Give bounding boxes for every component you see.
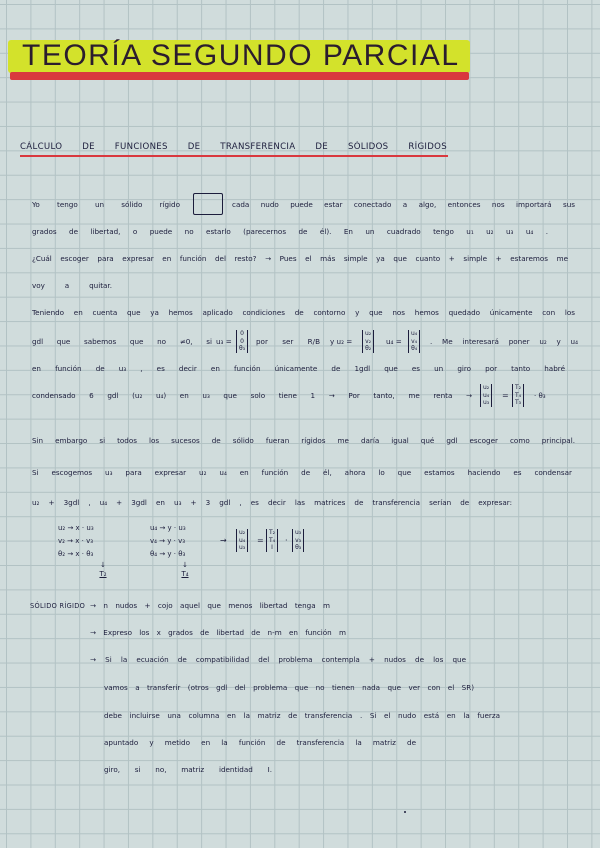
equation-theta4: θ₄ → y · θ₃ — [150, 550, 186, 558]
text-line: voy a quitar. — [32, 281, 112, 290]
section-heading: CÁLCULO DE FUNCIONES DE TRANSFERENCIA DE SÓLIDOS RÍGIDOS — [20, 142, 447, 152]
text-line: Yo tengo un sólido rígido — [32, 200, 180, 209]
equals-sign: = — [502, 391, 509, 400]
matrix-nodes: u₂ u₄ u₃ — [236, 529, 248, 552]
equation-v2: v₂ → x · v₃ — [58, 537, 94, 545]
ink-dot — [404, 811, 406, 813]
text-line: Si escogemos u₃ para expresar u₂ u₄ en función de él, ahora lo que estamos haciendo es condensar — [32, 468, 572, 477]
dot-operator: · — [285, 536, 288, 545]
text-line: u₄ = — [386, 337, 402, 346]
matrix-u3-dof: u₃ v₃ θ₃ — [292, 529, 304, 552]
text-line: gdl que sabemos que no ≠0, si — [32, 337, 212, 346]
text-line: cada nudo puede estar conectado a algo, entonces nos importará sus — [232, 200, 575, 209]
matrix-u4: u₄ v₄ θ₄ — [408, 330, 420, 353]
list-item: → n nudos + cojo aquel que menos libertad tenga m — [90, 601, 330, 610]
t2-label — [96, 561, 110, 579]
matrix-displacements: u₂ u₄ u₃ — [480, 384, 492, 407]
text-line: Sin embargo si todos los sucesos de sólido fueran rígidos me daría igual qué gdl escoger como principal. — [32, 436, 575, 445]
matrix-transfer: T₂ T₄ T₃ — [512, 384, 524, 407]
arrow-icon: → — [220, 536, 227, 545]
text-line: . Me interesará poner u₂ y u₄ — [430, 337, 578, 346]
list-item: → Expreso los x grados de libertad de n-m en función m — [90, 628, 346, 637]
text-line: u₂ + 3gdl , u₄ + 3gdl en u₃ + 3 gdl , es decir las matrices de transferencia serían de expresar: — [32, 498, 512, 507]
section-heading-underline — [20, 155, 448, 157]
text-line: ¿Cuál escoger para expresar en función del resto? → Pues el más simple ya que cuanto + simple + estaremos me — [32, 254, 568, 263]
matrix-u2: u₂ v₂ θ₂ — [362, 330, 374, 353]
text-line: vamos a transferir (otros gdl del problema que no tienen nada que ver con el SR) — [104, 683, 474, 692]
t4-symbol: T₄ — [181, 570, 189, 578]
equation-theta2: θ₂ → x · θ₃ — [58, 550, 94, 558]
text-line: giro, si no, matriz identidad I. — [104, 765, 272, 774]
t4-label — [178, 561, 192, 579]
times-theta: · θ₃ — [534, 392, 546, 400]
page-title: TEORÍA SEGUNDO PARCIAL — [22, 39, 460, 72]
matrix-u3: 0 0 θ₃ — [236, 330, 248, 353]
rigid-solid-label: SÓLIDO RÍGIDO — [30, 602, 86, 610]
equation-u2: u₂ → x · u₃ — [58, 524, 94, 532]
text-line: en función de u₃ , es decir en función únicamente de 1gdl que es un giro por tanto habré — [32, 364, 565, 373]
text-line: Teniendo en cuenta que ya hemos aplicado condiciones de contorno y que nos hemos quedado únicamente con los — [32, 308, 575, 317]
text-line: condensado 6 gdl (u₂ u₄) en u₃ que solo tiene 1 → Por tanto, me renta → — [32, 391, 472, 400]
equation-u4: u₄ → y · u₃ — [150, 524, 186, 532]
down-arrow-icon: ↓ — [182, 561, 188, 569]
list-item: → Si la ecuación de compatibilidad del problema contempla + nudos de los que — [90, 655, 466, 664]
matrix-transfer-functions: T₂ T₄ I — [266, 529, 278, 552]
text-line: grados de libertad, o puede no estarlo (parecernos de él). En un cuadrado tengo u₁ u₂ u₃ u₄ . — [32, 227, 548, 236]
down-arrow-icon: ↓ — [100, 561, 106, 569]
text-line: debe incluirse una columna en la matriz de transferencia . Si el nudo está en la fuerza — [104, 711, 500, 720]
text-line: apuntado y metido en la función de transferencia la matriz de — [104, 738, 416, 747]
text-line: y u₂ = — [330, 337, 353, 346]
rigid-solid-sketch — [193, 193, 223, 215]
text-line: u₃ = — [216, 337, 232, 346]
t2-symbol: T₂ — [99, 570, 107, 578]
equation-v4: v₄ → y · v₃ — [150, 537, 186, 545]
equals-sign: = — [257, 536, 264, 545]
text-line: por ser R/B — [256, 337, 320, 346]
